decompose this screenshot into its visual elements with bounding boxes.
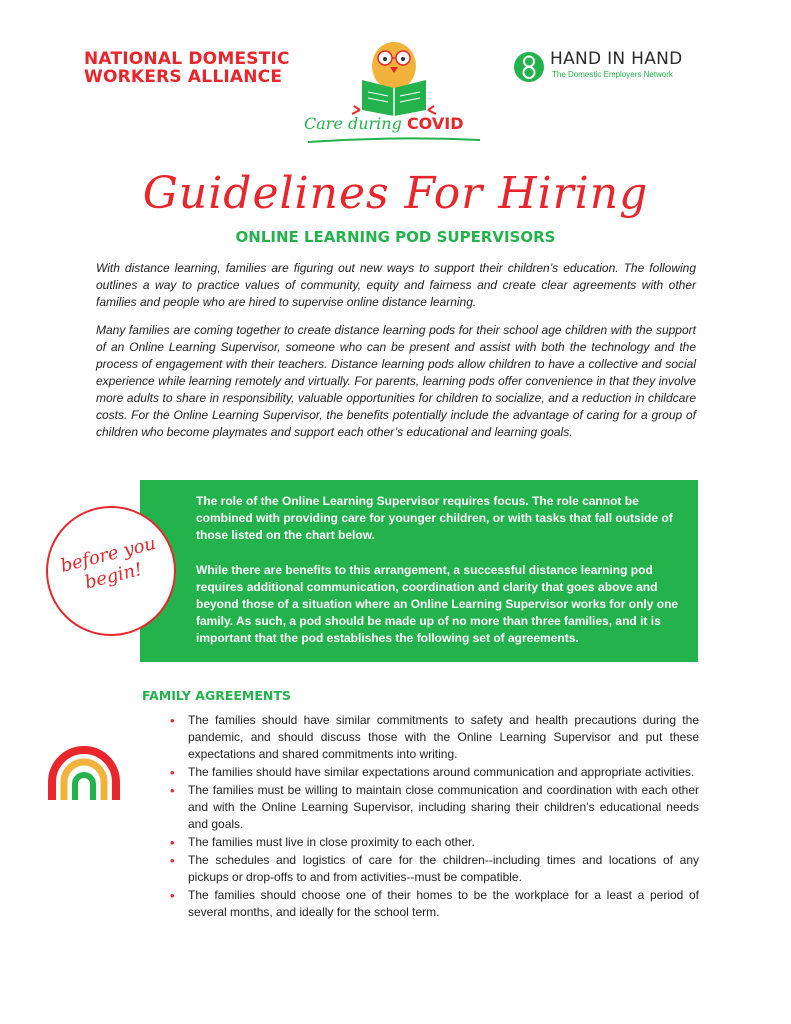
page-subtitle: ONLINE LEARNING POD SUPERVISORS	[235, 228, 556, 246]
rainbow-icon	[44, 742, 124, 802]
hih-logo-title: HAND IN HAND	[550, 49, 683, 69]
care-logo-text: Care during	[304, 114, 402, 133]
bullet-icon: •	[170, 888, 175, 903]
list-item-text: The families should choose one of their homes to be the workplace for a least a period of several months, and ideally for the school term.	[188, 888, 699, 919]
list-item	[164, 887, 699, 921]
list-item	[164, 764, 699, 781]
family-agreements-list	[164, 712, 699, 922]
list-item	[164, 834, 699, 851]
list-item	[164, 782, 699, 833]
callout-paragraph-2: While there are benefits to this arrangement, a successful distance learning pod requires additional communication, coordination and clarity that goes above and beyond those of a situation where an Online Learning Supervisor works for only one family. As such, a pod should be made up of no more than three families, and it is important that the pod establishes the following set of agreements.	[196, 563, 679, 645]
list-item-text: The schedules and logistics of care for the children--including times and locations of any pickups or drop-offs to and from activities--must be compatible.	[188, 853, 699, 884]
reading-bird-mascot-icon	[340, 36, 448, 122]
family-agreements-heading: FAMILY AGREEMENTS	[142, 688, 291, 703]
bullet-icon: •	[170, 783, 175, 798]
page-title: Guidelines For Hiring	[142, 168, 649, 219]
list-item-text: The families should have similar expectations around communication and appropriate activities.	[188, 765, 695, 779]
badge-text: before you begin!	[58, 532, 158, 594]
callout-paragraph-1: The role of the Online Learning Supervisor requires focus. The role cannot be combined with providing care for younger children, or with tasks that fall outside of those listed on the chart below.	[196, 494, 673, 542]
bullet-icon: •	[170, 765, 175, 780]
ndwa-logo-line-1: NATIONAL DOMESTIC	[84, 49, 290, 69]
figure-eight-icon	[512, 50, 546, 84]
ndwa-logo	[84, 49, 290, 87]
list-item-text: The families must be willing to maintain close communication and coordination with each other and with the Online Learning Supervisor, including sharing their children’s educational needs and goals.	[188, 783, 699, 831]
ndwa-logo-line-2: WORKERS ALLIANCE	[84, 67, 283, 87]
list-item-text: The families should have similar commitments to safety and health precautions during the pandemic, and should discuss those with the Online Learning Supervisor and put these expectations and shared commitments into writing.	[188, 713, 699, 761]
hih-logo-subtitle: The Domestic Employers Network	[552, 70, 673, 79]
bullet-icon: •	[170, 835, 175, 850]
intro-paragraph-2: Many families are coming together to create distance learning pods for their school age children with the support of an Online Learning Supervisor, someone who can be present and assist with both the technology and the process of engagement with their teachers. Distance learning pods allow children to have a collective and social experience while learning remotely and virtually. For parents, learning pods offer convenience in that they involve more adults to share in responsibility, valuable opportunities for children to socialize, and a reduction in childcare costs. For the Online Learning Supervisor, the benefits potentially include the advantage of caring for a group of children who become playmates and support each other’s educational and learning goals.	[96, 323, 696, 439]
covid-logo-text: COVID	[406, 114, 464, 133]
bullet-icon: •	[170, 713, 175, 728]
bullet-icon: •	[170, 853, 175, 868]
list-item-text: The families must live in close proximity to each other.	[188, 835, 475, 849]
care-during-covid-logo	[304, 114, 494, 154]
intro-paragraph-1: With distance learning, families are figuring out new ways to support their children’s education. The following outlines a way to practice values of community, equity and fairness and create clear agreements with other families and people who are hired to supervise online distance learning.	[96, 261, 696, 309]
list-item	[164, 712, 699, 763]
before-you-begin-badge	[46, 506, 176, 636]
logo-swoosh-icon	[304, 134, 484, 148]
list-item	[164, 852, 699, 886]
